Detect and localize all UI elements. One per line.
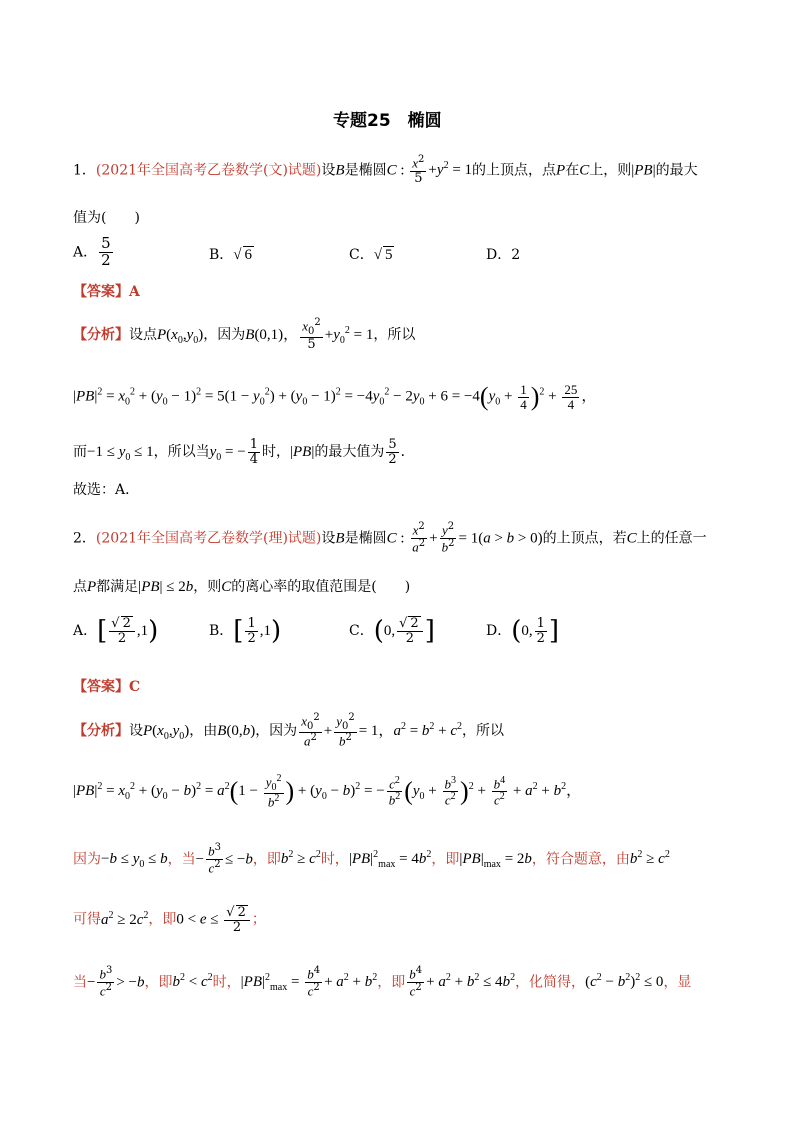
text: 时，: [320, 851, 349, 868]
label: 【分析】: [73, 723, 129, 740]
math: 0,: [521, 623, 533, 639]
fraction: $\frac{b^4}{c^2}$: [409, 965, 423, 999]
math: −: [195, 851, 205, 868]
label: D．: [486, 623, 512, 639]
math: ): [148, 616, 159, 646]
q1-analysis-line-1: [73, 318, 415, 352]
math: [: [97, 616, 108, 646]
text: ，由: [189, 723, 218, 740]
fraction: $\frac{b^3}{c^2}$: [99, 965, 113, 999]
fraction: $\frac{25}{4}$: [564, 381, 578, 412]
text: ，所以: [462, 723, 505, 740]
question-2-source: (2021年全国高考乙卷数学(理)试题): [95, 530, 322, 547]
text: ，即: [148, 911, 177, 928]
question-1-line-2: 值为( ): [73, 210, 140, 226]
q2-analysis-line-3: [73, 843, 670, 876]
math: (: [373, 616, 384, 646]
math: |PB|: [631, 162, 656, 179]
text: ，当: [167, 851, 196, 868]
math: ]: [548, 616, 560, 646]
math: +: [429, 530, 438, 547]
text: 时，: [212, 974, 241, 991]
math: √ 5: [373, 247, 393, 263]
text: 时，: [261, 444, 290, 461]
text: ，则: [193, 579, 222, 595]
math: ,1: [259, 623, 271, 639]
math: B: [335, 162, 345, 179]
math: $+y_0^2 = 1$: [324, 325, 374, 347]
question-1-source: (2021年全国高考乙卷数学(文)试题): [95, 162, 322, 179]
q1-answer: 【答案】A: [73, 284, 140, 300]
math: √ 6: [233, 247, 253, 263]
math: :: [396, 162, 409, 179]
math: + $a^2 + b^2 \le 4b^2$: [426, 972, 516, 991]
fraction: $\frac{5}{2}$: [388, 437, 397, 467]
fraction: $\frac{b^4}{c^2}$: [307, 965, 321, 999]
fraction: $\frac{x^2}{a^2}$: [412, 521, 426, 555]
text: ，显: [663, 974, 692, 991]
math: = 1，$a^2 = b^2 + c^2$: [358, 721, 463, 740]
fraction: $\frac{x_0^2}{a^2}$: [301, 712, 320, 749]
text: ；: [251, 911, 266, 928]
math: P: [87, 579, 97, 595]
fraction: $\frac{y_0^2}{b^2}$: [265, 773, 282, 810]
math: +: [323, 723, 333, 740]
math: $P(x_0,y_0)$: [143, 723, 190, 743]
q1-analysis-line-3: 而$-1 \le y_0 \le 1$，所以当$y_0$ = − $\frac{1}{4}$ 时，|PB|的最大值为 $\frac{5}{2}$ ．: [73, 437, 415, 467]
math: ]: [424, 616, 435, 646]
text: 当: [73, 974, 87, 991]
math: P: [556, 162, 566, 179]
math: 0 < e ≤: [176, 911, 223, 928]
math: C: [221, 579, 232, 595]
text: 是椭圆: [344, 530, 387, 547]
question-2-line-2: [73, 576, 410, 596]
q2-answer: 【答案】C: [73, 679, 141, 695]
math: $+y^2 = 1$: [428, 160, 473, 179]
math: C: [386, 530, 397, 547]
fraction: $\frac{y_0^2}{b^2}$: [336, 712, 355, 749]
math: $-1 \le y_0 \le 1$: [87, 444, 154, 464]
label: C．: [349, 623, 374, 639]
text: ，因为: [203, 327, 246, 344]
text: 点: [73, 579, 87, 595]
fraction: $\frac{x_0^2}{5}$: [302, 317, 321, 353]
math: $P(x_0,y_0)$: [157, 327, 204, 347]
text: 设点: [129, 327, 157, 344]
text: 因为: [73, 851, 101, 868]
label: C．: [349, 247, 374, 263]
math: = 1(a > b > 0): [458, 530, 543, 547]
fraction: $\frac{b^4}{c^2}$: [493, 775, 506, 808]
math: $b^2 < c^2$: [172, 972, 213, 991]
text: 设: [321, 530, 336, 547]
q2-option-c: [349, 616, 435, 646]
math: $|PB|_{max} = 2b$: [459, 851, 532, 871]
math: > −b: [116, 974, 145, 991]
label: A．: [73, 623, 98, 639]
math: ): [270, 616, 282, 646]
text: ，即: [377, 974, 406, 991]
fraction: $\frac{1}{2}$: [247, 615, 256, 646]
q1-option-a: [73, 236, 115, 269]
math: $b^2 \ge c^2$: [629, 849, 670, 868]
text: 在: [565, 162, 580, 179]
math: [: [233, 616, 244, 646]
page-title: 专题25 椭圆: [333, 111, 442, 131]
math: B: [335, 530, 345, 547]
text: ，符合题意，由: [531, 851, 630, 868]
fraction: $\frac{c^2}{b^2}$: [388, 775, 401, 808]
text: 的上顶点，点: [472, 162, 557, 179]
math: + $a^2 + b^2$: [324, 972, 378, 991]
math: $b^2 \ge c^2$: [280, 849, 321, 868]
fraction: $\frac{x^2}{5}$: [412, 154, 425, 186]
math: C: [579, 162, 590, 179]
math: |PB|: [289, 444, 315, 461]
fraction: $\frac{5}{2}$: [101, 234, 111, 269]
q2-option-d: [486, 616, 559, 646]
text: 是椭圆: [344, 162, 387, 179]
text: 可得: [73, 911, 101, 928]
question-1-number: 1．: [73, 162, 96, 179]
fraction: $\frac{y^2}{b^2}$: [441, 521, 455, 555]
q1-conclusion: 故选：A．: [73, 482, 140, 498]
math: B(0,1)，: [245, 327, 299, 344]
fraction: $\frac{√ 2}{2}$: [109, 616, 135, 645]
q2-analysis-line-5: [73, 966, 691, 999]
text: ，所以当: [153, 444, 210, 461]
label: B．: [209, 247, 234, 263]
question-2-number: 2．: [73, 530, 96, 547]
q1-equation: $|PB|^2 = x_0^2 + (y_0 - 1)^2 = 5(1 - y_0^2) + (y_0 - 1)^2 = -4y_0^2 - 2y_0 + 6 = -4(y_0$ + $\frac{1}{4}$ )$^2$ + $\frac{25}{4}$ ，: [73, 381, 597, 412]
fraction: $\frac{1}{4}$: [249, 437, 258, 467]
text: 的上顶点，若: [542, 530, 627, 547]
math: C: [386, 162, 397, 179]
q1-option-b: [209, 244, 254, 264]
label: 【分析】: [73, 327, 129, 344]
fraction: $\frac{1}{4}$: [520, 381, 527, 412]
question-1-line-1: [73, 155, 698, 186]
fraction: $\frac{√ 2}{2}$: [224, 905, 250, 934]
q2-option-b: [209, 616, 281, 646]
label: A．: [73, 244, 98, 261]
q1-option-c: [349, 244, 394, 264]
math: 0,: [383, 623, 396, 639]
text: 而: [73, 444, 87, 461]
math: :: [396, 530, 409, 547]
math: −: [87, 974, 96, 991]
fraction: $\frac{b^3}{c^2}$: [208, 842, 221, 876]
text: 的最大: [655, 162, 698, 179]
text: ，因为: [255, 723, 298, 740]
text: 的最大值为: [314, 444, 385, 461]
question-2-line-1: [73, 522, 707, 555]
text: ，化简得，: [515, 974, 586, 991]
q2-equation: $|PB|^2 = x_0^2 + (y_0 - b)^2 = a^2(1$ − $\frac{y_0^2}{b^2}$ ) + $(y_0 - b)^2$ = − $\frac{c^2}{b^2}$ ($y_0$ + $\frac{b^3}{c^2}$ )$^2$ + $\frac{b^4}{c^2}$ + $a^2 + b^2$，: [73, 773, 582, 810]
math: ,1: [136, 623, 149, 639]
text: ，即: [431, 851, 460, 868]
math: (: [511, 616, 522, 646]
q2-option-a: [73, 616, 158, 646]
math: $-b \le y_0 \le b$: [101, 851, 168, 871]
math: |PB| ≤ 2b: [138, 579, 194, 595]
math: ≤ −b: [224, 851, 253, 868]
text: ，所以: [373, 327, 416, 344]
q1-option-d: D．2: [486, 247, 521, 263]
fraction: $\frac{1}{2}$: [536, 615, 545, 646]
math: $(c^2 - b^2)^2 \le 0$: [585, 972, 664, 991]
fraction: $\frac{√ 2}{2}$: [397, 616, 423, 645]
math: $|PB|^2_{max}$ =: [240, 972, 304, 994]
text: ，即: [252, 851, 281, 868]
text: 上，则: [589, 162, 632, 179]
text: 上的任意一: [636, 530, 707, 547]
q2-analysis-line-4: [73, 905, 266, 934]
math: $a^2 \ge 2c^2$: [101, 909, 149, 928]
fraction: $\frac{b^3}{c^2}$: [444, 775, 457, 808]
label: B．: [209, 623, 234, 639]
math: $|PB|^2_{max} = 4b^2$: [348, 849, 432, 871]
math: C: [626, 530, 637, 547]
text: 的离心率的取值范围是( ): [231, 579, 411, 595]
math: B(0,b): [217, 723, 256, 740]
q2-analysis-line-1: [73, 713, 504, 749]
text: ，即: [144, 974, 173, 991]
text: 设: [129, 723, 143, 740]
math: $y_0$ = −: [209, 444, 246, 464]
text: 都满足: [96, 579, 139, 595]
text: 设: [321, 162, 336, 179]
